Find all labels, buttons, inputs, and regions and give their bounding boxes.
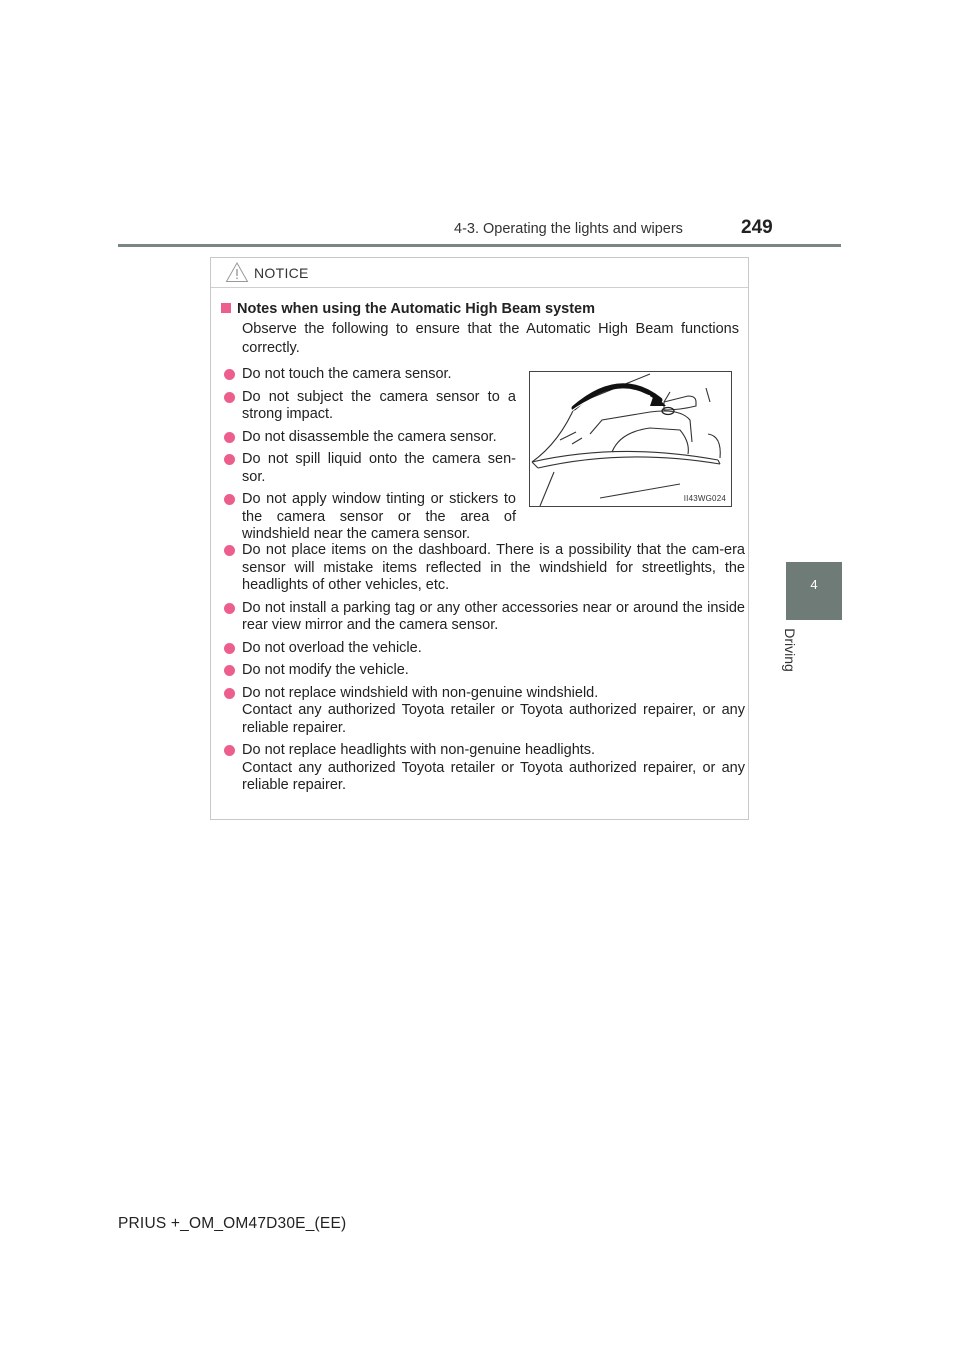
list-item: Do not touch the camera sensor. bbox=[221, 366, 516, 384]
list-item-subtext: Contact any authorized Toyota retailer or Toyota authorized repairer, or any reliable repairer. bbox=[242, 759, 745, 793]
section-title bbox=[221, 301, 595, 317]
warning-triangle-icon bbox=[225, 261, 249, 283]
bullet-list-beside-figure bbox=[221, 366, 516, 549]
windshield-camera-illustration bbox=[530, 372, 731, 506]
bullet-list-full-width bbox=[221, 542, 745, 800]
list-item bbox=[221, 600, 745, 635]
header-divider bbox=[118, 244, 841, 247]
list-item bbox=[221, 685, 745, 738]
chapter-tab[interactable] bbox=[786, 562, 842, 620]
list-item: Do not apply window tinting or stickers to the camera sensor or the area of windshield near the camera sensor. bbox=[221, 491, 516, 544]
list-item bbox=[221, 662, 745, 680]
camera-sensor-illustration bbox=[529, 371, 732, 507]
square-bullet-icon bbox=[221, 303, 231, 313]
list-item: Do not disassemble the camera sensor. bbox=[221, 429, 516, 447]
list-item bbox=[221, 640, 745, 658]
notice-title: NOTICE bbox=[254, 265, 309, 281]
list-item: Do not spill liquid onto the camera sen-sor. bbox=[221, 451, 516, 486]
list-item bbox=[221, 542, 745, 595]
figure-code: II43WG024 bbox=[683, 494, 726, 503]
notice-header bbox=[211, 258, 748, 288]
list-item-subtext: Contact any authorized Toyota retailer or Toyota authorized repairer, or any reliable repairer. bbox=[242, 702, 745, 736]
chapter-number: 4 bbox=[810, 577, 818, 592]
page-number: 249 bbox=[741, 217, 773, 238]
document-code: PRIUS +_OM_OM47D30E_(EE) bbox=[118, 1215, 347, 1232]
list-item: Do not subject the camera sensor to a strong impact. bbox=[221, 389, 516, 424]
list-item-text: Do not modify the vehicle. bbox=[242, 662, 409, 678]
chapter-label: Driving bbox=[782, 628, 798, 672]
notice-box bbox=[210, 257, 749, 820]
intro-text: Observe the following to ensure that the Automatic High Beam functions correctly. bbox=[242, 321, 739, 356]
section-header: 4-3. Operating the lights and wipers bbox=[454, 221, 683, 237]
list-item bbox=[221, 742, 745, 795]
list-item-text: Do not replace windshield with non-genuine windshield. bbox=[242, 684, 599, 701]
list-item-text: Do not overload the vehicle. bbox=[242, 639, 422, 656]
list-item-text: Do not replace headlights with non-genuine headlights. bbox=[242, 742, 596, 758]
section-title-text: Notes when using the Automatic High Beam system bbox=[237, 301, 595, 317]
list-item-text: Do not install a parking tag or any other accessories near or around the inside rear view mirror and the camera sensor. bbox=[242, 599, 745, 633]
list-item-text: Do not place items on the dashboard. There is a possibility that the cam-era sensor will mistake items reflected in the windshield for streetlights, the headlights of other vehicles, etc. bbox=[242, 542, 745, 593]
